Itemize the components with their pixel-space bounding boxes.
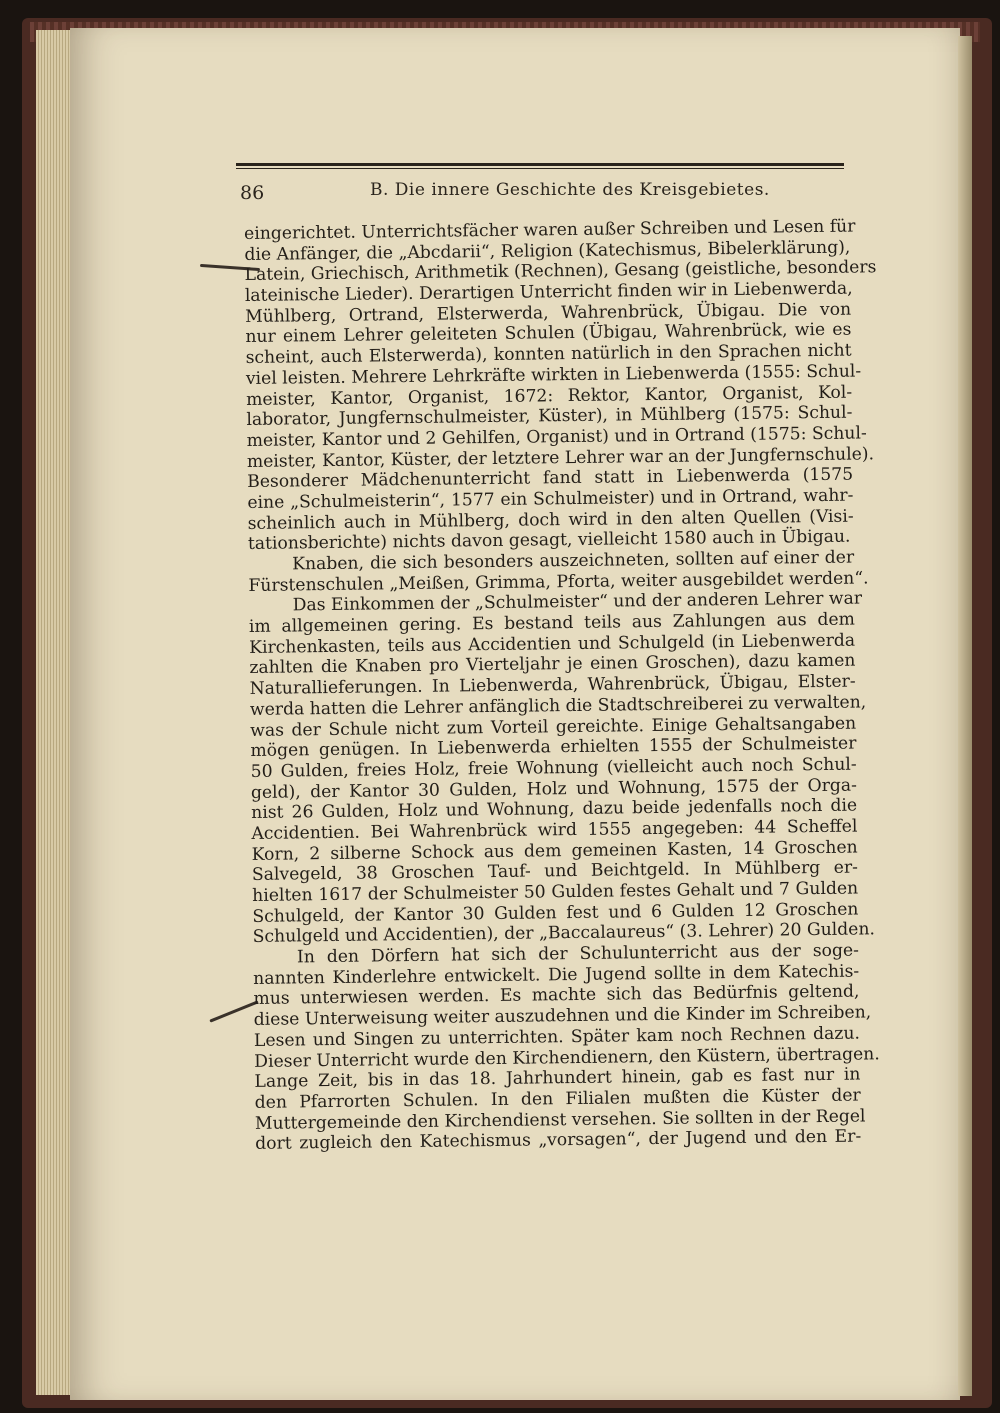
text-line: geld), der Kantor 30 Gulden, Holz und Wohnung, 1575 der Orga- <box>250 775 858 803</box>
text-line: Lange Zeit, bis in das 18. Jahrhundert hinein, gab es fast nur in <box>254 1064 861 1093</box>
text-line: mus unterwiesen werden. Es machte sich das Bedürfnis geltend, <box>253 981 860 1010</box>
text-line: viel leisten. Mehrere Lehrkräfte wirkten in Liebenwerda (1555: Schul- <box>245 361 862 389</box>
page-header <box>240 176 840 210</box>
text-line: meister, Kantor, Organist, 1672: Rektor, Kantor, Organist, Kol- <box>246 382 853 410</box>
text-line: Kirchenkasten, teils aus Accidentien und Schulgeld (in Liebenwerda <box>249 630 856 658</box>
text-line: Knaben, die sich besonders auszeichneten, sollten auf einer der <box>292 547 855 575</box>
text-line: zahlten die Knaben pro Vierteljahr je einen Groschen), dazu kamen <box>249 651 856 679</box>
text-line: Naturallieferungen. In Liebenwerda, Wahrenbrück, Übigau, Elster- <box>249 671 856 700</box>
text-line: Lesen und Singen zu unterrichten. Später kam noch Rechnen dazu. <box>253 1023 861 1051</box>
text-line: werda hatten die Lehrer anfänglich die Stadtschreiberei zu verwalten, <box>249 692 867 720</box>
text-line: Fürstenschulen „Meißen, Grimma, Pforta, weiter ausgebildet werden“. <box>248 568 869 596</box>
text-line: Dieser Unterricht wurde den Kirchendienern, den Küstern, übertragen. <box>254 1043 880 1072</box>
text-line: 50 Gulden, freies Holz, freie Wohnung (vielleicht auch noch Schul- <box>250 754 857 782</box>
text-line: meister, Kantor und 2 Gehilfen, Organist) und in Ortrand (1575: Schul- <box>246 423 867 451</box>
header-rule-thick <box>236 163 844 166</box>
running-title: B. Die innere Geschichte des Kreisgebietes. <box>370 180 770 200</box>
text-line: tationsberichte) nichts davon gesagt, vielleicht 1580 auch in Übigau. <box>247 526 851 555</box>
text-line: Schulgeld und Accidentien), der „Baccalaureus“ (3. Lehrer) 20 Gulden. <box>252 919 876 948</box>
text-line: Korn, 2 silberne Schock aus dem gemeinen Kasten, 14 Groschen <box>251 837 858 865</box>
text-line: dort zugleich den Katechismus „vorsagen“, der Jugend und den Er- <box>255 1126 862 1155</box>
text-line: scheinlich auch in Mühlberg, doch wird in den alten Quellen (Visi- <box>247 506 854 534</box>
next-page-edge <box>958 36 972 1396</box>
text-line: laborator, Jungfernschulmeister, Küster), in Mühlberg (1575: Schul- <box>246 402 853 431</box>
text-line: mögen genügen. In Liebenwerda erhielten 1555 der Schulmeister <box>250 733 857 762</box>
text-line: nannten Kinderlehre entwickelt. Die Jugend sollte in dem Katechis- <box>253 961 860 989</box>
text-line: die Anfänger, die „Abcdarii“, Religion (Katechismus, Bibelerklärung), <box>244 237 851 265</box>
text-line: nist 26 Gulden, Holz und Wohnung, dazu beide jedenfalls noch die <box>251 795 858 824</box>
text-line: eine „Schulmeisterin“, 1577 ein Schulmeister) und in Ortrand, wahr- <box>247 485 854 513</box>
text-line: In den Dörfern hat sich der Schulunterricht aus der soge- <box>296 940 860 968</box>
text-line: hielten 1617 der Schulmeister 50 Gulden festes Gehalt und 7 Gulden <box>252 878 859 906</box>
text-line: Muttergemeinde den Kirchendienst versehen. Sie sollten in der Regel <box>254 1106 866 1134</box>
text-line: eingerichtet. Unterrichtsfächer waren außer Schreiben und Lesen für <box>244 216 856 244</box>
text-line: Mühlberg, Ortrand, Elsterwerda, Wahrenbrück, Übigau. Die von <box>245 299 852 327</box>
header-rule-thin <box>236 168 844 169</box>
text-line: nur einem Lehrer geleiteten Schulen (Übigau, Wahrenbrück, wie es <box>245 320 852 348</box>
text-line: Accidentien. Bei Wahrenbrück wird 1555 angegeben: 44 Scheffel <box>251 816 858 844</box>
body-text <box>244 216 880 1155</box>
text-line: scheint, auch Elsterwerda), konnten natürlich in den Sprachen nicht <box>245 340 852 369</box>
text-line: Latein, Griechisch, Arithmetik (Rechnen), Gesang (geistliche, besonders <box>244 257 877 286</box>
text-line: was der Schule nicht zum Vorteil gereichte. Einige Gehaltsangaben <box>250 713 857 741</box>
text-line: lateinische Lieder). Derartigen Unterricht finden wir in Liebenwerda, <box>244 278 853 307</box>
text-line: Salvegeld, 38 Groschen Tauf- und Beichtgeld. In Mühlberg er- <box>251 857 859 886</box>
page-number: 86 <box>240 182 265 204</box>
text-line: den Pfarrorten Schulen. In den Filialen mußten die Küster der <box>254 1085 861 1113</box>
text-line: meister, Kantor, Küster, der letztere Lehrer war an der Jungfernschule). <box>246 443 875 472</box>
text-line: Schulgeld, der Kantor 30 Gulden fest und 6 Gulden 12 Groschen <box>252 899 859 927</box>
text-line: im allgemeinen gering. Es bestand teils aus Zahlungen aus dem <box>248 609 856 638</box>
text-line: diese Unterweisung weiter auszudehnen und die Kinder im Schreiben, <box>253 1002 872 1031</box>
text-line: Das Einkommen der „Schulmeister“ und der anderen Lehrer war <box>292 588 863 616</box>
text-line: Besonderer Mädchenunterricht fand statt in Liebenwerda (1575 <box>247 464 854 493</box>
